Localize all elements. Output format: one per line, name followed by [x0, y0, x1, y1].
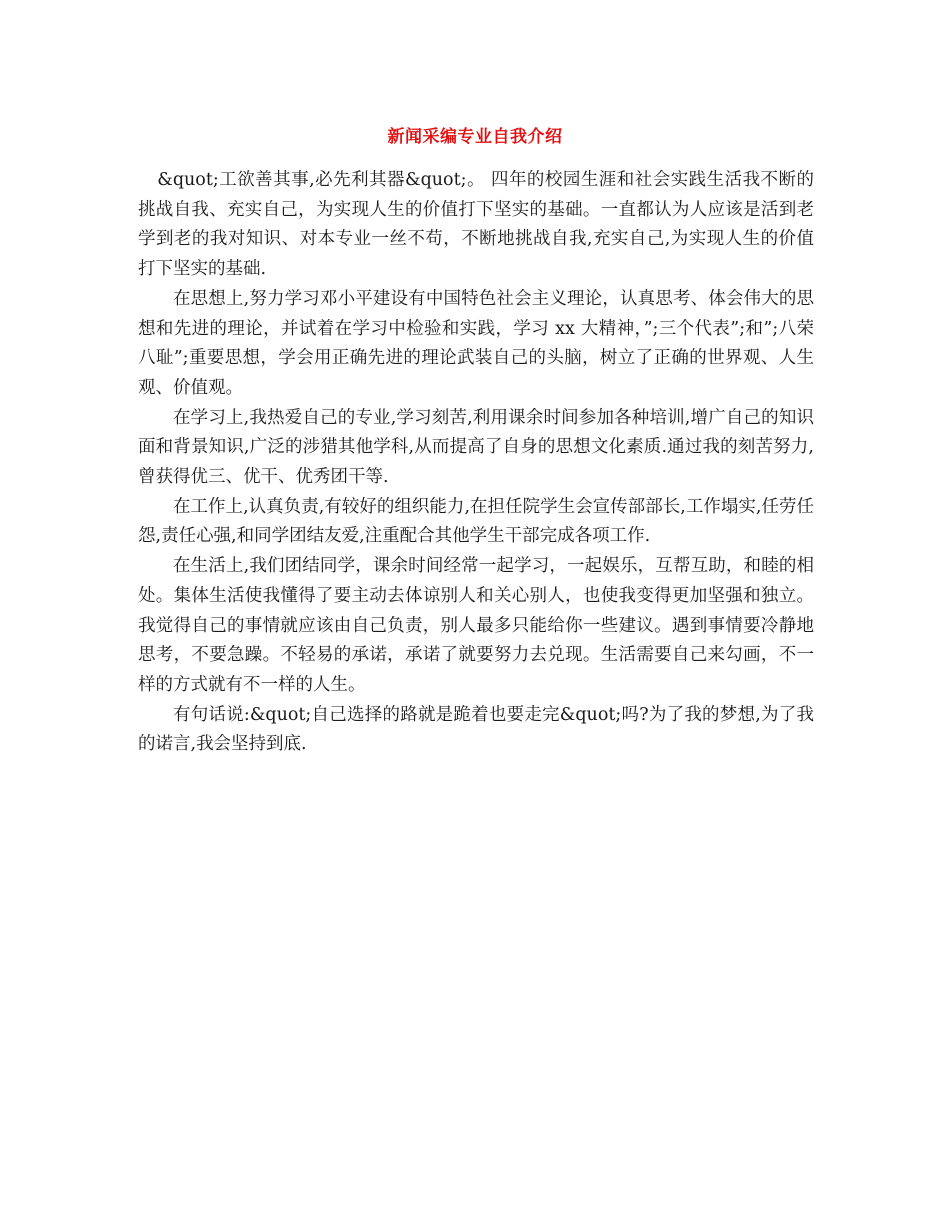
- paragraph-study: 在学习上,我热爱自己的专业,学习刻苦,利用课余时间参加各种培训,增广自己的知识面和背景知识,广泛的涉猎其他学科,从而提高了自身的思想文化素质.通过我的刻苦努力,曾获得优三、优干、优秀团干等.: [138, 407, 814, 488]
- paragraph-intro: &quot;工欲善其事,必先利其器&quot;。 四年的校园生涯和社会实践生活我不断的挑战自我、充实自己，为实现人生的价值打下坚实的基础。一直都认为人应该是活到老学到老的我对知识、对本专业一丝不苟，不断地挑战自我,充实自己,为实现人生的价值打下坚实的基础.: [138, 170, 814, 280]
- document-body: [138, 166, 814, 760]
- page-title: 新闻采编专业自我介绍: [387, 127, 563, 147]
- paragraph-thought: 在思想上,努力学习邓小平建设有中国特色社会主义理论，认真思考、体会伟大的思想和先进的理论，并试着在学习中检验和实践，学习 xx 大精神，”;三个代表”;和”;八荣八耻”;重要思想，学会用正确先进的理论武装自己的头脑，树立了正确的世界观、人生观、价值观。: [138, 288, 814, 398]
- paragraph-closing: 有句话说:&quot;自己选择的路就是跪着也要走完&quot;吗?为了我的梦想,为了我的诺言,我会坚持到底.: [138, 704, 814, 755]
- paragraph-work: 在工作上,认真负责,有较好的组织能力,在担任院学生会宣传部部长,工作塌实,任劳任怨,责任心强,和同学团结友爱,注重配合其他学生干部完成各项工作.: [138, 496, 814, 547]
- paragraph-life: 在生活上,我们团结同学，课余时间经常一起学习，一起娱乐，互帮互助，和睦的相处。集体生活使我懂得了要主动去体谅别人和关心别人，也使我变得更加坚强和独立。我觉得自己的事情就应该由自己负责，别人最多只能给你一些建议。遇到事情要冷静地思考，不要急躁。不轻易的承诺，承诺了就要努力去兑现。生活需要自己来勾画，不一样的方式就有不一样的人生。: [138, 556, 814, 695]
